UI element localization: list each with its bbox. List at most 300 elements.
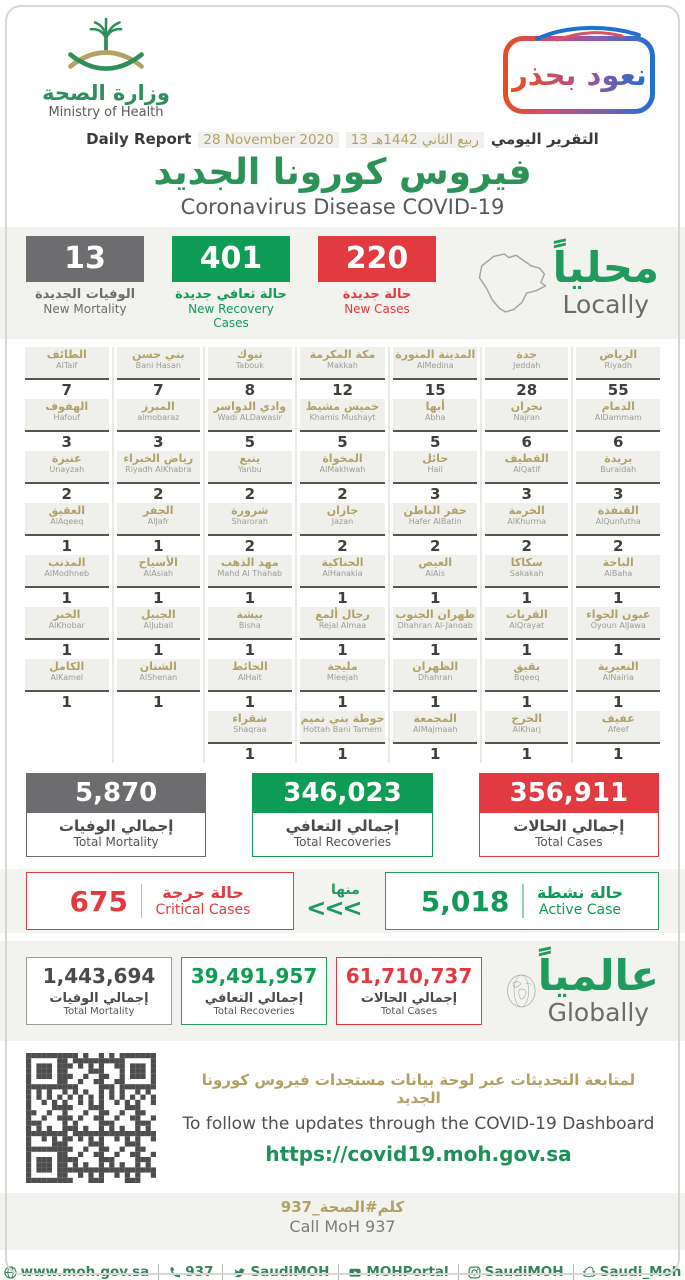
city-name-en: AlJafr bbox=[147, 516, 169, 526]
city-name-en: Riyadh AlKhabra bbox=[125, 464, 192, 474]
city-name-box bbox=[25, 451, 109, 484]
city-cell bbox=[573, 503, 663, 555]
city-count: 12 bbox=[332, 381, 353, 399]
footer-link-saudimoh[interactable] bbox=[458, 1264, 573, 1280]
active-cases-value: 5,018 bbox=[420, 884, 510, 918]
stat-label-en: Total Mortality bbox=[63, 1006, 135, 1017]
moh-logo-icon bbox=[46, 14, 166, 80]
critical-cases-value: 675 bbox=[69, 884, 128, 918]
total-label-en: Total Recoveries bbox=[293, 835, 392, 849]
city-name-en: Hail bbox=[427, 464, 443, 474]
city-name-ar: وادي الدواسر bbox=[213, 400, 287, 413]
city-cell bbox=[573, 347, 663, 399]
city-count: 1 bbox=[244, 589, 256, 607]
city-cell bbox=[573, 451, 663, 503]
city-name-box bbox=[208, 555, 292, 588]
city-name-box bbox=[576, 711, 660, 744]
city-name-box bbox=[208, 399, 292, 432]
city-count: 3 bbox=[61, 433, 72, 451]
city-cell bbox=[114, 347, 204, 399]
footer-link-label: Saudi_Moh bbox=[599, 1264, 682, 1280]
city-name-ar: بريدة bbox=[604, 452, 633, 465]
city-cell bbox=[390, 399, 480, 451]
city-name-en: AlKhobar bbox=[48, 620, 85, 630]
city-name-box bbox=[485, 659, 569, 692]
city-name-box bbox=[208, 711, 292, 744]
city-count: 7 bbox=[153, 381, 164, 399]
footer-link-label: MOHPortal bbox=[366, 1264, 449, 1280]
city-name-ar: عفيف bbox=[601, 712, 635, 725]
city-name-en: AlQrayat bbox=[509, 620, 545, 630]
city-name-box bbox=[485, 451, 569, 484]
city-cell bbox=[390, 503, 480, 555]
city-count: 28 bbox=[516, 381, 538, 399]
header bbox=[0, 0, 685, 128]
city-cell bbox=[390, 451, 480, 503]
footer-link-saudi-moh[interactable] bbox=[573, 1264, 685, 1280]
city-count: 1 bbox=[521, 589, 532, 607]
city-name-ar: ينبع bbox=[239, 452, 261, 465]
city-name-box bbox=[25, 659, 109, 692]
total-label-ar: إجمالي الوفيات bbox=[58, 817, 174, 835]
local-stat-new-recovery bbox=[172, 236, 290, 330]
globe-icon bbox=[505, 946, 538, 1036]
city-count: 3 bbox=[613, 485, 624, 503]
city-count: 1 bbox=[153, 693, 164, 711]
city-name-box bbox=[25, 607, 109, 640]
qr-code bbox=[26, 1053, 156, 1183]
city-count: 1 bbox=[613, 745, 624, 763]
city-count: 2 bbox=[153, 485, 164, 503]
total-value: 356,911 bbox=[480, 774, 658, 813]
call-moh-ar: كلم#الصحة_937 bbox=[280, 1198, 405, 1216]
dashboard-url-link[interactable]: https://covid19.moh.gov.sa bbox=[265, 1141, 572, 1166]
city-name-ar: الكامل bbox=[49, 660, 85, 673]
total-value: 5,870 bbox=[27, 774, 205, 813]
city-name-ar: الجبيل bbox=[140, 608, 176, 621]
city-name-box bbox=[208, 347, 292, 380]
phone-icon bbox=[168, 1266, 181, 1279]
city-count: 7 bbox=[61, 381, 72, 399]
city-name-box bbox=[485, 399, 569, 432]
city-name-ar: جازان bbox=[326, 504, 359, 517]
city-name-en: Hottah Bani Tamem bbox=[303, 724, 382, 734]
city-name-ar: حفر الباطن bbox=[403, 504, 467, 517]
total-label-ar: إجمالي التعافي bbox=[285, 817, 400, 835]
global-total-cases-box bbox=[336, 957, 482, 1025]
city-name-ar: القطيف bbox=[504, 452, 549, 465]
city-name-en: Makkah bbox=[327, 360, 358, 370]
city-count: 3 bbox=[153, 433, 164, 451]
city-count: 2 bbox=[244, 485, 256, 503]
city-name-ar: رياض الخبراء bbox=[123, 452, 194, 465]
city-name-en: Dhahran Al-Janoab bbox=[397, 620, 473, 630]
city-name-ar: أبها bbox=[425, 400, 445, 413]
city-name-ar: بني حسن bbox=[131, 348, 185, 361]
footer-link-label: 937 bbox=[185, 1264, 214, 1280]
city-count: 1 bbox=[153, 589, 164, 607]
city-name-en: AlModhneb bbox=[44, 568, 90, 578]
city-count: 2 bbox=[613, 537, 624, 555]
city-name-en: Wadi ALDawasir bbox=[217, 412, 282, 422]
city-name-box bbox=[208, 503, 292, 536]
city-name-ar: المخواة bbox=[322, 452, 363, 465]
city-name-en: Oyoun AlJawa bbox=[590, 620, 646, 630]
city-column bbox=[571, 347, 663, 763]
city-cell bbox=[205, 503, 295, 555]
of-which-indicator bbox=[306, 883, 360, 920]
city-name-en: AlNairia bbox=[602, 672, 634, 682]
locally-heading-en: Locally bbox=[562, 290, 650, 319]
city-name-ar: حوطة بني تميم bbox=[300, 712, 385, 725]
city-count: 2 bbox=[521, 537, 532, 555]
city-count: 2 bbox=[429, 537, 441, 555]
city-cell bbox=[482, 399, 572, 451]
globe-icon bbox=[4, 1266, 17, 1279]
stat-label-ar: حالة تعافي جديدة bbox=[175, 287, 287, 302]
city-name-ar: خميس مشيط bbox=[305, 400, 380, 413]
return-with-caution-badge bbox=[503, 36, 655, 114]
city-name-box bbox=[208, 659, 292, 692]
cities-grid bbox=[0, 339, 685, 763]
page-title-en: Coronavirus Disease COVID-19 bbox=[180, 195, 505, 219]
city-name-en: Bani Hasan bbox=[135, 360, 181, 370]
local-total-cases-box bbox=[479, 773, 659, 857]
city-name-en: Najran bbox=[513, 412, 540, 422]
city-cell bbox=[297, 659, 389, 711]
snapchat-icon bbox=[583, 1266, 596, 1279]
city-count: 5 bbox=[244, 433, 256, 451]
of-which-label: منها bbox=[330, 881, 360, 898]
city-count: 1 bbox=[244, 745, 256, 763]
local-stat-new-mortality bbox=[26, 236, 144, 330]
city-name-en: AlQunfutha bbox=[595, 516, 641, 526]
city-name-en: Khamis Mushayt bbox=[309, 412, 376, 422]
locally-heading-ar: محلياً bbox=[552, 243, 659, 292]
city-cell bbox=[297, 503, 389, 555]
city-name-box bbox=[25, 503, 109, 536]
city-cell bbox=[390, 711, 480, 763]
city-name-en: Bisha bbox=[238, 620, 261, 630]
dashboard-text bbox=[178, 1071, 659, 1166]
active-cases-box bbox=[385, 872, 659, 930]
city-name-en: Hafer AlBatin bbox=[408, 516, 462, 526]
city-name-box bbox=[393, 451, 477, 484]
footer-link-mohportal[interactable] bbox=[338, 1264, 457, 1280]
city-cell bbox=[22, 607, 112, 659]
city-cell bbox=[22, 347, 112, 399]
city-name-ar: مهد الذهب bbox=[220, 556, 279, 569]
globally-section bbox=[0, 941, 685, 1041]
city-name-en: AlAis bbox=[425, 568, 445, 578]
city-name-en: AlJubail bbox=[143, 620, 174, 630]
city-count: 2 bbox=[337, 485, 348, 503]
city-cell bbox=[482, 555, 572, 607]
city-name-box bbox=[393, 555, 477, 588]
city-count: 8 bbox=[244, 381, 256, 399]
total-labels bbox=[27, 813, 205, 856]
city-cell bbox=[22, 451, 112, 503]
city-count: 1 bbox=[613, 641, 624, 659]
city-name-box bbox=[393, 347, 477, 380]
city-name-box bbox=[300, 399, 386, 432]
critical-cases-label-en: Critical Cases bbox=[155, 902, 251, 919]
city-cell bbox=[573, 711, 663, 763]
global-total-recoveries-box bbox=[181, 957, 327, 1025]
stat-label-ar: الوفيات الجديدة bbox=[34, 287, 136, 302]
total-label-ar: إجمالي الحالات bbox=[513, 817, 625, 835]
city-cell bbox=[114, 555, 204, 607]
globally-heading bbox=[537, 951, 659, 1027]
city-cell bbox=[297, 347, 389, 399]
city-name-en: Afeef bbox=[607, 724, 629, 734]
city-name-en: AlKhurma bbox=[507, 516, 547, 526]
youtube-icon bbox=[348, 1266, 362, 1279]
city-name-en: AlAsiah bbox=[143, 568, 174, 578]
city-name-ar: الظهران bbox=[412, 660, 459, 673]
city-count: 1 bbox=[429, 641, 441, 659]
call-moh-en: Call MoH 937 bbox=[289, 1217, 396, 1236]
stat-value: 401 bbox=[172, 236, 290, 282]
critical-cases-box bbox=[26, 872, 294, 930]
local-total-mortality-box bbox=[26, 773, 206, 857]
city-name-box bbox=[576, 607, 660, 640]
local-stats-row bbox=[26, 236, 464, 330]
city-name-ar: الخبر bbox=[53, 608, 81, 621]
city-column bbox=[203, 347, 295, 763]
city-name-en: Rejal Almaa bbox=[318, 620, 367, 630]
stat-value: 39,491,957 bbox=[190, 964, 318, 988]
city-name-ar: الطائف bbox=[46, 348, 87, 361]
badge-text: نعود بحذر bbox=[511, 58, 647, 92]
city-cell bbox=[573, 555, 663, 607]
city-name-box bbox=[25, 347, 109, 380]
city-name-ar: الشنان bbox=[139, 660, 177, 673]
city-cell bbox=[390, 659, 480, 711]
city-name-box bbox=[300, 451, 386, 484]
city-name-en: AlShenan bbox=[139, 672, 178, 682]
city-name-en: AlHanakia bbox=[322, 568, 363, 578]
city-name-ar: نجران bbox=[510, 400, 543, 413]
city-name-box bbox=[117, 347, 201, 380]
city-name-ar: ظهران الجنوب bbox=[395, 608, 476, 621]
city-name-en: AlMajmaah bbox=[413, 724, 458, 734]
badge-inner bbox=[508, 41, 650, 109]
city-cell bbox=[205, 451, 295, 503]
city-name-ar: بيشة bbox=[236, 608, 264, 621]
city-name-box bbox=[393, 607, 477, 640]
stat-value: 1,443,694 bbox=[42, 964, 156, 988]
total-label-en: Total Cases bbox=[535, 835, 603, 849]
city-name-box bbox=[485, 711, 569, 744]
city-count: 1 bbox=[337, 693, 348, 711]
city-name-box bbox=[300, 711, 386, 744]
moh-logo bbox=[26, 14, 186, 120]
footer-links bbox=[0, 1250, 685, 1280]
city-name-en: Sakakah bbox=[509, 568, 544, 578]
city-count: 1 bbox=[521, 693, 532, 711]
city-name-en: AlKharj bbox=[512, 724, 541, 734]
stat-label-en: New Mortality bbox=[43, 302, 127, 316]
city-name-en: Jazan bbox=[331, 516, 354, 526]
city-cell bbox=[573, 659, 663, 711]
global-total-mortality-box bbox=[26, 957, 172, 1025]
stat-value: 13 bbox=[26, 236, 144, 282]
city-name-ar: الحائط bbox=[231, 660, 268, 673]
city-cell bbox=[22, 659, 112, 711]
city-name-en: almobaraz bbox=[137, 412, 180, 422]
footer-link-937[interactable] bbox=[158, 1264, 222, 1280]
city-name-en: AlHait bbox=[237, 672, 262, 682]
footer-link-www-moh-gov-sa[interactable] bbox=[0, 1264, 158, 1280]
city-name-ar: جدة bbox=[516, 348, 538, 361]
city-name-en: AlTaif bbox=[56, 360, 78, 370]
city-name-ar: المجمعة bbox=[413, 712, 457, 725]
city-column bbox=[480, 347, 572, 763]
city-name-en: Shaqraa bbox=[233, 724, 267, 734]
city-cell bbox=[482, 347, 572, 399]
city-name-en: Tabouk bbox=[235, 360, 264, 370]
city-name-ar: النعيرية bbox=[597, 660, 639, 673]
city-count: 1 bbox=[244, 641, 256, 659]
city-name-box bbox=[393, 503, 477, 536]
city-name-ar: تبوك bbox=[237, 348, 263, 361]
city-name-en: Bqeeq bbox=[513, 672, 540, 682]
city-name-ar: الخرج bbox=[511, 712, 543, 725]
city-name-box bbox=[485, 607, 569, 640]
local-stat-new-cases bbox=[318, 236, 436, 330]
critical-cases-labels bbox=[155, 884, 250, 918]
city-count: 55 bbox=[607, 381, 629, 399]
city-cell bbox=[482, 711, 572, 763]
stat-label-en: Total Cases bbox=[380, 1006, 438, 1017]
city-cell bbox=[573, 399, 663, 451]
city-name-box bbox=[393, 711, 477, 744]
city-name-box bbox=[300, 659, 386, 692]
daily-report-label-en: Daily Report bbox=[86, 130, 192, 148]
city-cell bbox=[205, 607, 295, 659]
city-name-en: AlMakhwah bbox=[319, 464, 366, 474]
city-cell bbox=[114, 607, 204, 659]
city-cell bbox=[205, 659, 295, 711]
total-label-en: Total Mortality bbox=[73, 835, 159, 849]
city-name-ar: الهفوف bbox=[45, 400, 89, 413]
dashboard-line-en: To follow the updates through the COVID-19 Dashboard bbox=[182, 1113, 655, 1134]
city-count: 1 bbox=[429, 745, 441, 763]
city-name-en: Yanbu bbox=[237, 464, 262, 474]
city-name-ar: العيص bbox=[418, 556, 453, 569]
city-name-en: Abha bbox=[424, 412, 446, 422]
city-name-en: Hafouf bbox=[53, 412, 81, 422]
city-count: 1 bbox=[613, 589, 624, 607]
city-cell bbox=[297, 555, 389, 607]
city-name-en: AlKamel bbox=[50, 672, 84, 682]
city-name-ar: العقيق bbox=[48, 504, 85, 517]
dashboard-line-ar: لمتابعة التحديثات عبر لوحة بيانات مستجدات فيروس كورونا الجديد bbox=[201, 1070, 636, 1107]
city-cell bbox=[390, 555, 480, 607]
city-count: 1 bbox=[429, 693, 441, 711]
active-cases-label-en: Active Case bbox=[539, 902, 622, 919]
city-cell bbox=[114, 503, 204, 555]
city-name-ar: شقراء bbox=[232, 712, 268, 725]
city-name-box bbox=[393, 399, 477, 432]
instagram-icon bbox=[468, 1266, 481, 1279]
city-count: 3 bbox=[521, 485, 532, 503]
city-count: 1 bbox=[153, 641, 164, 659]
logo-title-en: Ministry of Health bbox=[48, 105, 164, 121]
stat-label-ar: حالة جديدة bbox=[342, 287, 412, 302]
city-name-ar: القريات bbox=[505, 608, 548, 621]
city-name-box bbox=[576, 555, 660, 588]
stat-label-en: Total Recoveries bbox=[213, 1006, 295, 1017]
footer-link-saudimoh[interactable] bbox=[222, 1264, 338, 1280]
city-count: 15 bbox=[424, 381, 446, 399]
city-cell bbox=[114, 659, 204, 711]
city-name-box bbox=[300, 607, 386, 640]
city-count: 1 bbox=[61, 693, 72, 711]
city-cell bbox=[390, 347, 480, 399]
city-name-ar: شرورة bbox=[231, 504, 269, 517]
city-count: 2 bbox=[61, 485, 72, 503]
city-cell bbox=[390, 607, 480, 659]
footer-link-label: SaudiMOH bbox=[250, 1264, 330, 1280]
city-name-box bbox=[576, 399, 660, 432]
city-cell bbox=[482, 659, 572, 711]
city-name-en: AlBaha bbox=[604, 568, 633, 578]
city-name-ar: الحناكية bbox=[321, 556, 364, 569]
city-name-ar: حائل bbox=[422, 452, 449, 465]
city-count: 6 bbox=[521, 433, 532, 451]
critical-active-section bbox=[0, 869, 685, 933]
city-count: 1 bbox=[61, 641, 72, 659]
total-value: 346,023 bbox=[253, 774, 431, 813]
city-cell bbox=[205, 399, 295, 451]
city-count: 1 bbox=[429, 589, 441, 607]
city-cell bbox=[22, 555, 112, 607]
city-count: 6 bbox=[613, 433, 624, 451]
city-name-en: Mahd Al Thahab bbox=[217, 568, 283, 578]
city-column bbox=[112, 347, 204, 763]
date-gregorian: 28 November 2020 bbox=[198, 132, 338, 148]
city-name-box bbox=[208, 451, 292, 484]
city-count: 1 bbox=[337, 589, 348, 607]
city-name-en: Mleejah bbox=[326, 672, 359, 682]
city-name-box bbox=[25, 399, 109, 432]
city-name-box bbox=[300, 503, 386, 536]
city-count: 1 bbox=[61, 537, 72, 555]
left-arrows-icon: <<< bbox=[306, 893, 361, 922]
city-name-ar: الباحة bbox=[602, 556, 634, 569]
daily-report-label-ar: التقرير اليومي bbox=[490, 130, 599, 148]
active-cases-label-ar: حالة نشطة bbox=[536, 882, 624, 902]
city-cell bbox=[22, 503, 112, 555]
city-name-en: Unayzah bbox=[49, 464, 85, 474]
badge-swoosh-icon bbox=[527, 23, 647, 43]
stat-label-en: New Cases bbox=[344, 302, 410, 316]
total-labels bbox=[253, 813, 431, 856]
city-name-box bbox=[576, 451, 660, 484]
city-name-ar: سكاكا bbox=[510, 556, 543, 569]
city-name-ar: المدينة المنورة bbox=[395, 348, 476, 361]
city-name-box bbox=[300, 347, 386, 380]
dashboard-section bbox=[0, 1041, 685, 1183]
city-name-ar: الخرمة bbox=[508, 504, 545, 517]
city-column bbox=[22, 347, 112, 763]
stat-label-ar: إجمالي الوفيات bbox=[49, 991, 149, 1006]
stat-label-en: New Recovery Cases bbox=[188, 302, 274, 330]
city-cell bbox=[114, 451, 204, 503]
city-count: 1 bbox=[244, 693, 256, 711]
